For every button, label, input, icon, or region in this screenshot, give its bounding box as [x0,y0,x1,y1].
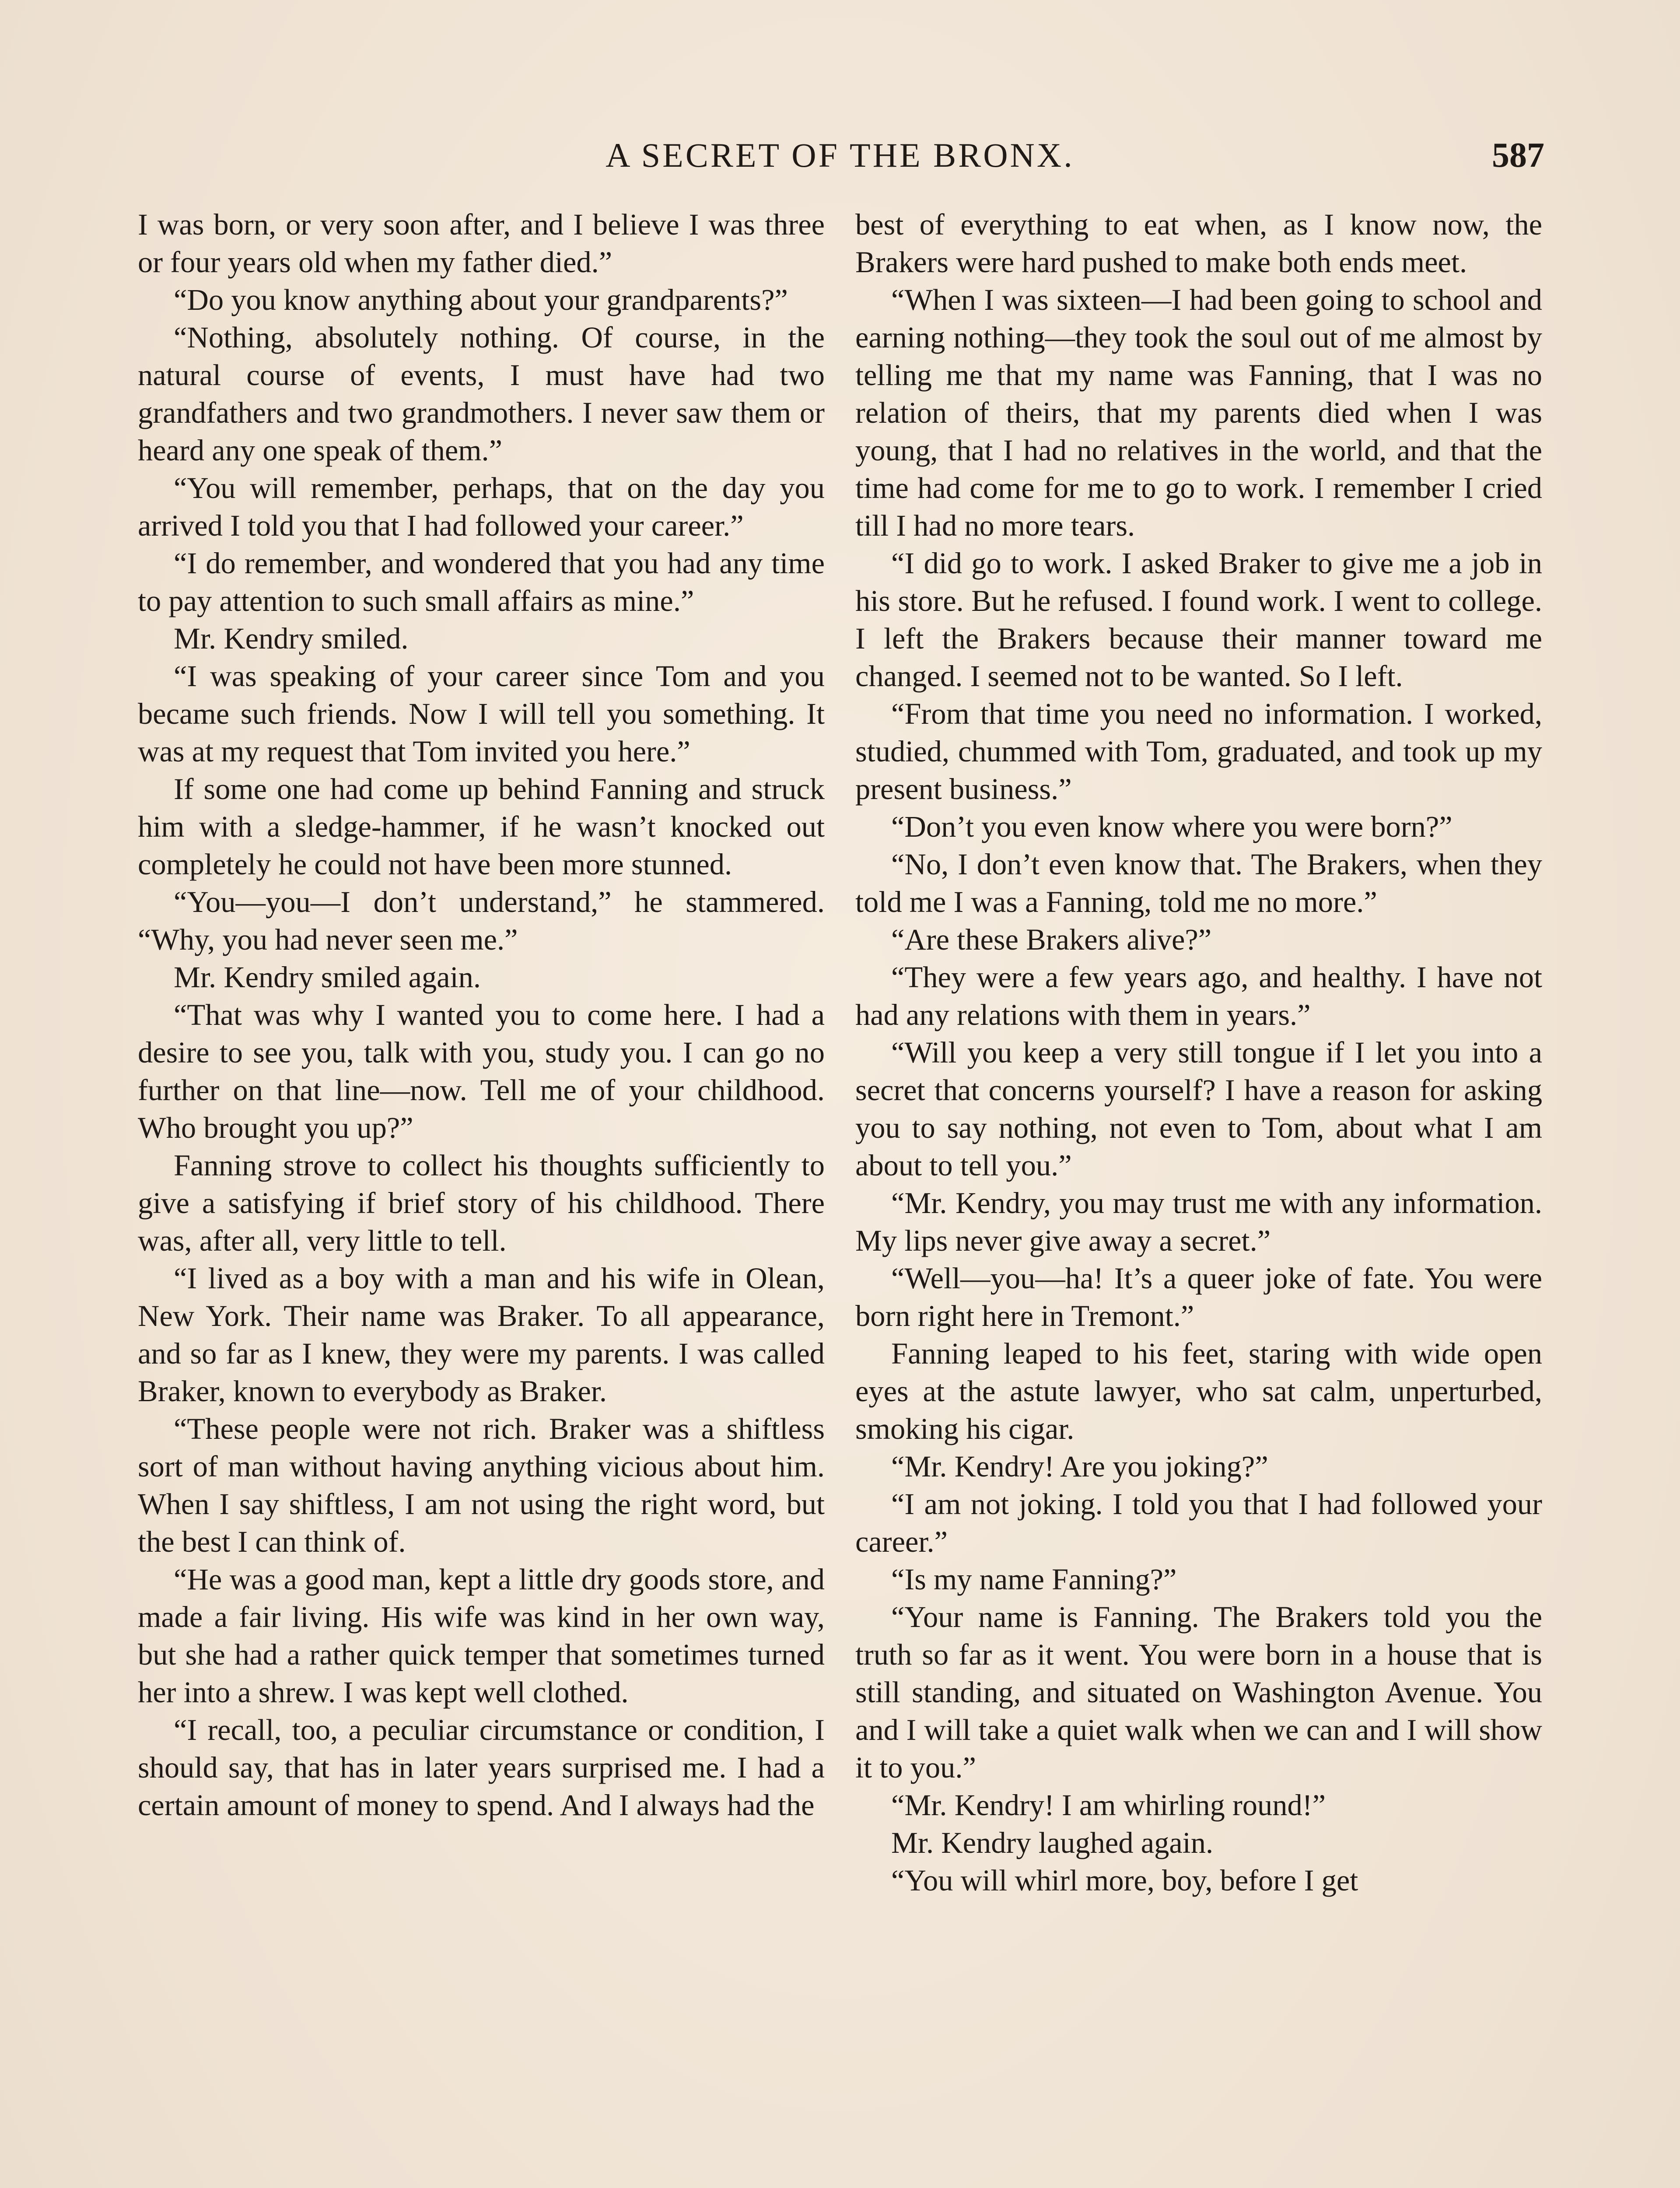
paragraph: I was born, or very soon after, and I believe I was three or four years old when my father died.” [138,208,825,279]
paragraph: “You will remember, perhaps, that on the day you arrived I told you that I had followed your career.” [138,471,825,542]
text-column-left [138,206,825,2188]
paragraph: “Nothing, absolutely nothing. Of course, in the natural course of events, I must have had two grandfathers and two grandmothers. I never saw them or heard any one speak of them.” [138,321,825,467]
paragraph: best of everything to eat when, as I know now, the Brakers were hard pushed to make both ends meet. [855,208,1542,279]
paragraph: “Don’t you even know where you were born?” [891,810,1452,843]
paragraph: “I was speaking of your career since Tom and you became such friends. Now I will tell you something. It was at my request that Tom invited you here.” [138,659,825,768]
paragraph: “When I was sixteen—I had been going to school and earning nothing—they took the soul out of me almost by telling me that my name was Fanning, that I was no relation of theirs, that my parents died when I was young, that I had no relatives in the world, and that the time had come for me to go to work. I remember I cried till I had no more tears. [855,283,1542,542]
paragraph: “These people were not rich. Braker was a shiftless sort of man without having anything vicious about him. When I say shiftless, I am not using the right word, but the best I can think of. [138,1412,825,1558]
paragraph: “Mr. Kendry, you may trust me with any information. My lips never give away a secret.” [855,1186,1542,1257]
paragraph: “You will whirl more, boy, before I get [891,1864,1358,1897]
paragraph: “I recall, too, a peculiar circumstance or condition, I should say, that has in later years surprised me. I had a certain amount of money to spend. And I always had the [138,1713,825,1822]
page-number: 587 [1492,136,1544,175]
paragraph: If some one had come up behind Fanning and struck him with a sledge-hammer, if he wasn’t knocked out completely he could not have been more stunned. [138,772,825,881]
paragraph: Mr. Kendry laughed again. [891,1826,1214,1859]
paragraph: “Will you keep a very still tongue if I let you into a secret that concerns yourself? I have a reason for asking you to say nothing, not even to Tom, about what I am about to tell you.” [855,1036,1542,1182]
paragraph: “Do you know anything about your grandparents?” [174,283,788,316]
paragraph: “Is my name Fanning?” [891,1563,1177,1596]
paragraph: “That was why I wanted you to come here. I had a desire to see you, talk with you, study you. I can go no further on that line—now. Tell me of your childhood. Who brought you up?” [138,998,825,1144]
paragraph: Fanning leaped to his feet, staring with wide open eyes at the astute lawyer, who sat calm, unperturbed, smoking his cigar. [855,1337,1542,1445]
paragraph: Mr. Kendry smiled again. [174,961,481,994]
paragraph: Fanning strove to collect his thoughts sufficiently to give a satisfying if brief story of his childhood. There was, after all, very little to tell. [138,1149,825,1257]
paragraph: “From that time you need no information. I worked, studied, chummed with Tom, graduated, and took up my present business.” [855,697,1542,806]
paragraph: “Your name is Fanning. The Brakers told you the truth so far as it went. You were born in a house that is still standing, and situated on Washington Avenue. You and I will take a quiet walk when we can and I will show it to you.” [855,1600,1542,1784]
text-column-right [855,206,1542,2188]
paragraph: “I did go to work. I asked Braker to give me a job in his store. But he refused. I found work. I went to college. I left the Brakers because their manner toward me changed. I seemed not to be wanted. So I left. [855,547,1542,693]
paragraph: “He was a good man, kept a little dry goods store, and made a fair living. His wife was kind in her own way, but she had a rather quick temper that sometimes turned her into a shrew. I was kept well clothed. [138,1563,825,1709]
paragraph: “You—you—I don’t understand,” he stammered. “Why, you had never seen me.” [138,885,825,956]
paragraph: “Well—you—ha! It’s a queer joke of fate. You were born right here in Tremont.” [855,1262,1542,1332]
running-title: A SECRET OF THE BRONX. [606,136,1074,174]
paragraph: “I lived as a boy with a man and his wife in Olean, New York. Their name was Braker. To all appearance, and so far as I knew, they were my parents. I was called Braker, known to everybody as Braker. [138,1262,825,1408]
paragraph: “Mr. Kendry! I am whirling round!” [891,1788,1326,1822]
paragraph: “Mr. Kendry! Are you joking?” [891,1450,1268,1483]
paragraph: “Are these Brakers alive?” [891,923,1212,956]
paragraph: “I am not joking. I told you that I had followed your career.” [855,1487,1542,1558]
paragraph: “I do remember, and wondered that you had any time to pay attention to such small affairs as mine.” [138,547,825,617]
paragraph: Mr. Kendry smiled. [174,622,409,655]
paragraph: “They were a few years ago, and healthy. I have not had any relations with them in years.” [855,961,1542,1031]
page-header [136,131,1544,179]
paragraph: “No, I don’t even know that. The Brakers, when they told me I was a Fanning, told me no more.” [855,848,1542,919]
